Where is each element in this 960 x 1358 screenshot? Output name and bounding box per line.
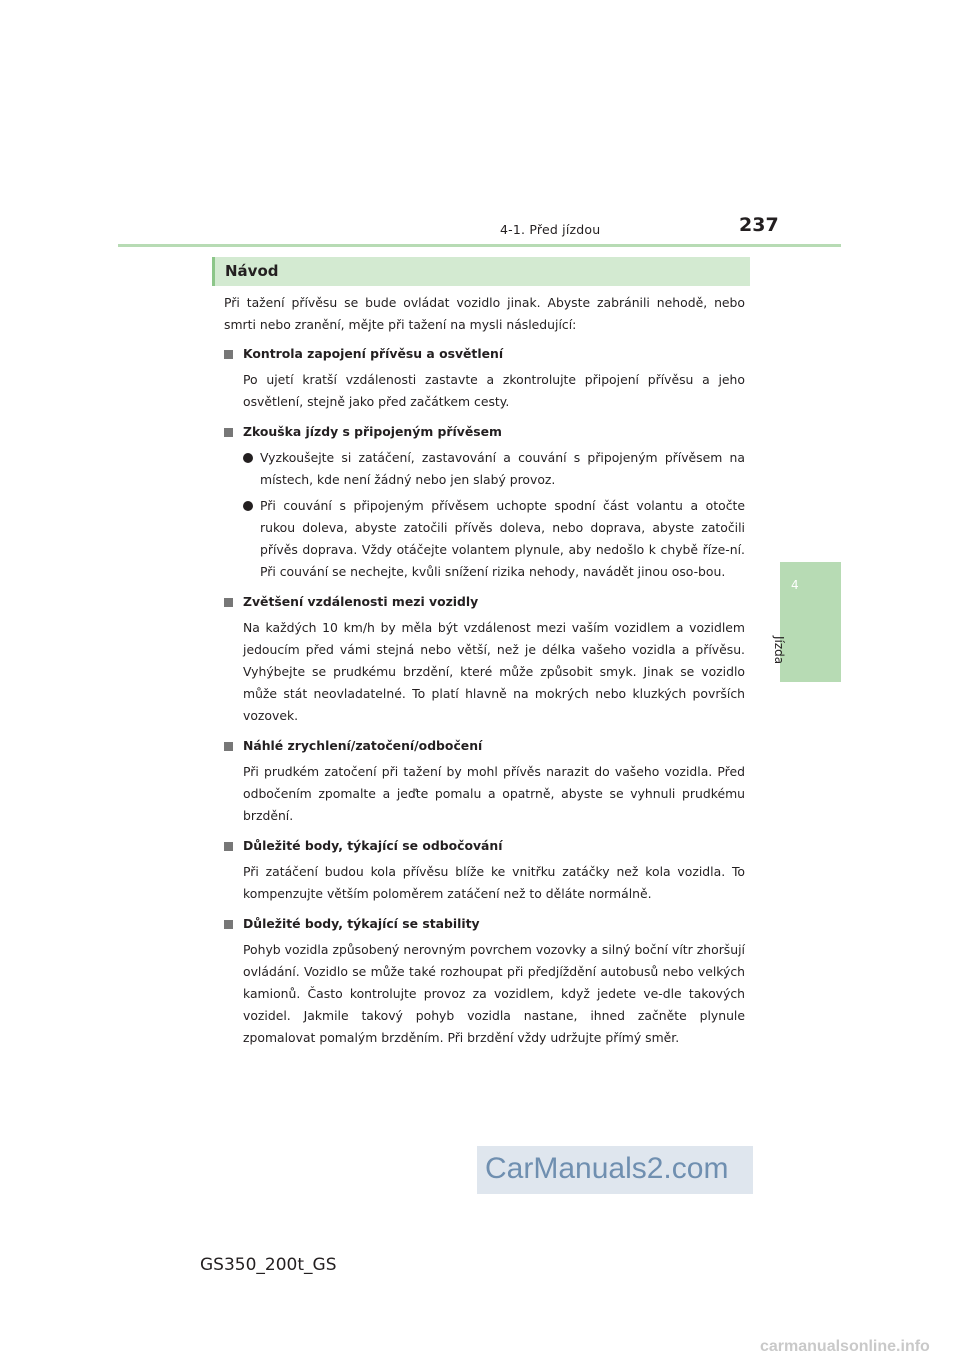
main-content (224, 292, 745, 1057)
section-heading: Náhlé zrychlení/zatočení/odbočení (243, 738, 483, 753)
section-heading: Zvětšení vzdálenosti mezi vozidly (243, 594, 479, 609)
section-heading: Důležité body, týkající se stability (243, 916, 480, 931)
section-distance (224, 591, 745, 727)
section-test-drive (224, 421, 745, 583)
section-turning (224, 835, 745, 905)
section-heading: Důležité body, týkající se odbočování (243, 838, 503, 853)
square-bullet-icon (224, 598, 233, 607)
round-bullet-icon (243, 501, 253, 511)
square-bullet-icon (224, 842, 233, 851)
section-body: Po ujetí kratší vzdálenosti zastavte a zkontrolujte připojení přívěsu a jeho osvětlení, stejně jako před začátkem cesty. (243, 372, 745, 409)
header-rule (118, 244, 841, 247)
round-bullet-icon (243, 453, 253, 463)
intro-paragraph: Při tažení přívěsu se bude ovládat vozidlo jinak. Abyste zabránili nehodě, nebo smrti nebo zranění, mějte při tažení na mysli následující: (224, 295, 745, 332)
square-bullet-icon (224, 428, 233, 437)
chapter-label: Jízda (772, 636, 786, 665)
square-bullet-icon (224, 920, 233, 929)
topic-title-bar (212, 257, 750, 286)
section-body: Pohyb vozidla způsobený nerovným povrchem vozovky a silný boční vítr zhoršují ovládání. Vozidlo se může také rozhoupat při předjíždění autobusů nebo velkých kamionů. Často kontrolujte provoz za vozidlem, když jedete ve-dle takových vozidel. Jakmile takový pohyb vozidla nastane, ihned začněte plynule zpomalovat pomalým brzděním. Při brzdění vždy udržujte přímý směr. (243, 942, 745, 1045)
square-bullet-icon (224, 350, 233, 359)
topic-title: Návod (225, 262, 279, 280)
section-heading: Kontrola zapojení přívěsu a osvětlení (243, 346, 504, 361)
section-trailer-check (224, 343, 745, 413)
section-heading: Zkouška jízdy s připojeným přívěsem (243, 424, 502, 439)
square-bullet-icon (224, 742, 233, 751)
footer-model-code: GS350_200t_GS (200, 1255, 337, 1275)
list-item: Vyzkoušejte si zatáčení, zastavování a couvání s připojeným přívěsem na místech, kde není žádný nebo jen slabý provoz. (243, 447, 745, 491)
page-number: 237 (739, 214, 779, 236)
section-body: Při prudkém zatočení při tažení by mohl přívěs narazit do vašeho vozidla. Před odbočením zpomalte a jeďte pomalu a opatrně, abyste se vyhnuli prudkému brzdění. (243, 764, 745, 823)
section-body: Na každých 10 km/h by měla být vzdálenost mezi vaším vozidlem a vozidlem jedoucím před vámi stejná nebo větší, než je délka vašeho vozidla a přívěsu. Vyhýbejte se prudkému brzdění, které může způsobit smyk. Jinak se vozidlo může stát neovladatelné. To platí hlavně na mokrých nebo kluzkých površích vozovek. (243, 620, 745, 723)
section-stability (224, 913, 745, 1049)
chapter-number: 4 (791, 578, 799, 592)
watermark-text: carmanualsonline.info (760, 1338, 930, 1355)
watermark-logo: CarManuals2.com (477, 1146, 753, 1194)
chapter-tab (780, 562, 841, 682)
section-sudden-maneuvers (224, 735, 745, 827)
section-body: Při zatáčení budou kola přívěsu blíže ke vnitřku zatáčky než kola vozidla. To kompenzujte větším poloměrem zatáčení než to děláte normálně. (243, 864, 745, 901)
list-item: Při couvání s připojeným přívěsem uchopte spodní část volantu a otočte rukou doleva, abyste zatočili přívěs doleva, nebo doprava, abyste zatočili přívěs doprava. Vždy otáčejte volantem plynule, aby nedošlo k chybě říze-ní. Při couvání se nechejte, kvůli snížení rizika nehody, navádět jinou oso-bou. (243, 495, 745, 583)
section-title: 4-1. Před jízdou (500, 222, 601, 237)
